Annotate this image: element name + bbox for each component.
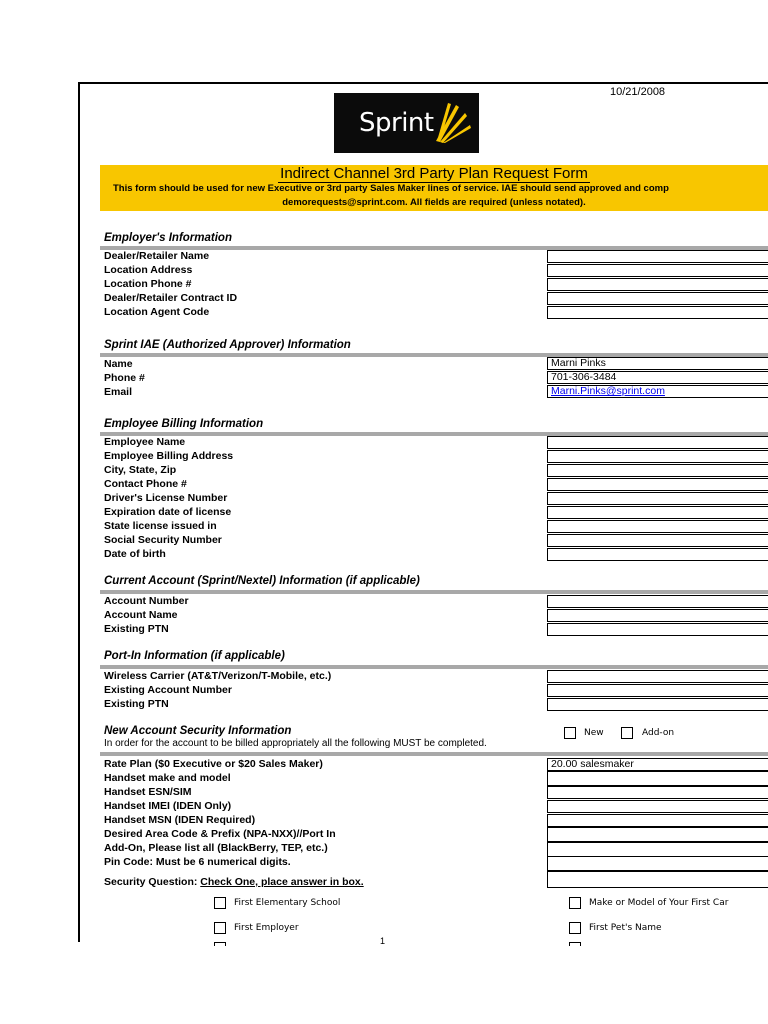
first-car-checkbox[interactable] [569,897,581,909]
wireless-carrier-input[interactable] [547,670,768,683]
security-section-title: New Account Security Information [104,725,292,737]
field-label: Wireless Carrier (AT&T/Verizon/T-Mobile, etc.) [104,670,332,682]
form-title: Indirect Channel 3rd Party Plan Request Form [280,165,588,182]
form-instructions-line1: This form should be used for new Executive or 3rd party Sales Maker lines of service. IAE should send approved and comp [113,183,669,194]
location-address-input[interactable] [547,264,768,277]
first-employer-checkbox[interactable] [214,922,226,934]
first-employer-label: First Employer [234,923,299,933]
addon-checkbox[interactable] [621,727,633,739]
handset-esn-input[interactable] [547,786,768,799]
page-border-top [78,82,768,84]
new-checkbox[interactable] [564,727,576,739]
iae-email-link[interactable]: Marni.Pinks@sprint.com [551,385,665,397]
location-phone-input[interactable] [547,278,768,291]
new-checkbox-label: New [584,728,604,738]
field-label: Employee Billing Address [104,450,234,462]
logo-wordmark: Sprint [359,108,434,138]
section-divider [100,590,768,594]
field-label: Account Number [104,595,189,607]
option-checkbox-partial[interactable] [214,942,226,946]
current-account-section-title: Current Account (Sprint/Nextel) Information (if applicable) [104,575,420,587]
field-label: Handset MSN (IDEN Required) [104,814,256,826]
sprint-logo [334,93,479,153]
employer-section-title: Employer's Information [104,232,232,244]
form-instructions-line2: demorequests@sprint.com. All fields are required (unless notated). [282,197,586,208]
account-name-input[interactable] [547,609,768,622]
section-divider [100,752,768,756]
first-school-label: First Elementary School [234,898,341,908]
first-car-label: Make or Model of Your First Car [589,898,729,908]
field-label: Date of birth [104,548,166,560]
existing-ptn-input[interactable] [547,623,768,636]
area-code-input[interactable] [547,827,768,842]
field-label: Phone # [104,372,145,384]
field-label: State license issued in [104,520,217,532]
rate-plan-input[interactable]: 20.00 salesmaker [547,758,768,771]
employee-name-input[interactable] [547,436,768,449]
form-header-banner [100,165,768,211]
addon-list-input[interactable] [547,842,768,857]
account-number-input[interactable] [547,595,768,608]
option-checkbox-partial[interactable] [569,942,581,946]
field-label: Location Agent Code [104,306,210,318]
section-divider [100,665,768,669]
handset-imei-input[interactable] [547,800,768,813]
first-pet-checkbox[interactable] [569,922,581,934]
handset-model-input[interactable] [547,771,768,786]
security-answer-input[interactable] [547,871,768,888]
page-border-left [78,82,80,942]
pin-code-input[interactable] [547,856,768,871]
field-label: Existing Account Number [104,684,232,696]
iae-section-title: Sprint IAE (Authorized Approver) Information [104,339,351,351]
license-state-input[interactable] [547,520,768,533]
contact-phone-input[interactable] [547,478,768,491]
field-label: Handset make and model [104,772,231,784]
field-label: Rate Plan ($0 Executive or $20 Sales Maker) [104,758,323,770]
portin-account-number-input[interactable] [547,684,768,697]
agent-code-input[interactable] [547,306,768,319]
billing-section-title: Employee Billing Information [104,418,264,430]
iae-phone-input[interactable]: 701-306-3484 [547,371,768,384]
security-note: In order for the account to be billed appropriately all the following MUST be completed. [104,738,487,749]
license-expiration-input[interactable] [547,506,768,519]
field-label: Account Name [104,609,178,621]
field-label: Employee Name [104,436,186,448]
field-label: Existing PTN [104,698,169,710]
license-number-input[interactable] [547,492,768,505]
field-label: Desired Area Code & Prefix (NPA-NXX)//Port In [104,828,336,840]
field-label: Location Phone # [104,278,192,290]
contract-id-input[interactable] [547,292,768,305]
page-number: 1 [380,936,386,946]
field-label: Add-On, Please list all (BlackBerry, TEP, etc.) [104,842,328,854]
field-label: Dealer/Retailer Contract ID [104,292,238,304]
billing-address-input[interactable] [547,450,768,463]
portin-section-title: Port-In Information (if applicable) [104,650,285,662]
sprint-pin-icon [434,101,472,143]
field-label: Name [104,358,133,370]
field-label: Location Address [104,264,193,276]
city-state-zip-input[interactable] [547,464,768,477]
field-label: Handset ESN/SIM [104,786,192,798]
field-label: Email [104,386,133,398]
field-label: Pin Code: Must be 6 numerical digits. [104,856,291,868]
field-label: Handset IMEI (IDEN Only) [104,800,232,812]
dealer-name-input[interactable] [547,250,768,263]
dob-input[interactable] [547,548,768,561]
field-label: Existing PTN [104,623,169,635]
form-date: 10/21/2008 [610,86,666,98]
addon-checkbox-label: Add-on [642,728,675,738]
portin-ptn-input[interactable] [547,698,768,711]
security-question-label: Security Question: Check One, place answer in box. [104,876,364,888]
field-label: Driver's License Number [104,492,228,504]
iae-name-input[interactable]: Marni Pinks [547,357,768,370]
field-label: Dealer/Retailer Name [104,250,210,262]
ssn-input[interactable] [547,534,768,547]
first-pet-label: First Pet's Name [589,923,662,933]
field-label: Expiration date of license [104,506,232,518]
field-label: City, State, Zip [104,464,177,476]
iae-email-input[interactable] [547,385,768,398]
field-label: Social Security Number [104,534,222,546]
first-school-checkbox[interactable] [214,897,226,909]
handset-msn-input[interactable] [547,814,768,827]
field-label: Contact Phone # [104,478,187,490]
